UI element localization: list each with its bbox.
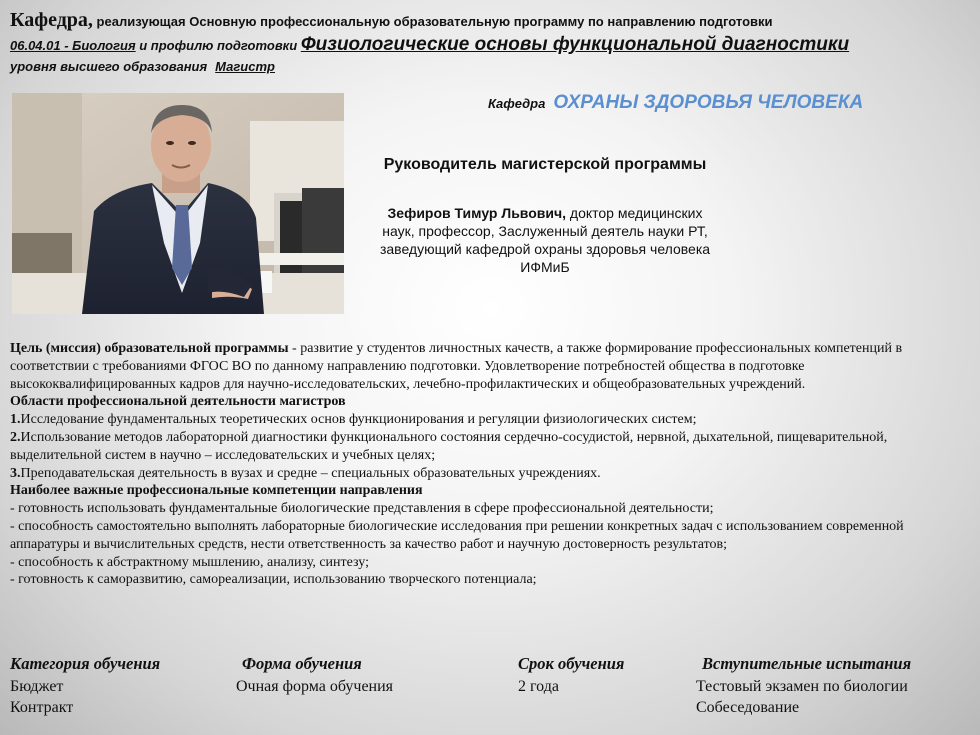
level-label: уровня высшего образования	[10, 58, 208, 74]
head-description	[370, 205, 720, 277]
department-title	[488, 92, 863, 114]
form-header: Форма обучения	[242, 654, 362, 673]
header-line-3	[10, 59, 975, 75]
competency-item: - готовность использовать фундаментальные биологические представления в сфере профессиональной деятельности;	[10, 501, 714, 517]
program-code: 06.04.01 - Биология	[10, 38, 136, 53]
head-name: Зефиров Тимур Львович,	[387, 205, 567, 221]
header-line-1	[10, 8, 975, 32]
activity-item	[10, 411, 970, 429]
activity-number: 2.	[10, 429, 21, 445]
competencies-title	[10, 482, 970, 500]
duration-column	[518, 654, 624, 699]
activity-item	[10, 465, 970, 483]
activities-heading: Области профессиональной деятельности магистров	[10, 394, 346, 410]
competency-item: - способность к абстрактному мышлению, анализу, синтезу;	[10, 554, 369, 570]
head-info: доктор медицинских наук, профессор, Заслуженный деятель науки РТ, заведующий кафедрой охраны здоровья человека ИФМиБ	[379, 205, 711, 275]
activity-text: Исследование фундаментальных теоретических основ функционирования и регуляции физиологических систем;	[20, 412, 697, 428]
program-header	[10, 8, 975, 74]
program-details	[10, 340, 970, 589]
level-value: Магистр	[215, 58, 275, 74]
profile-label: и профилю подготовки	[135, 38, 301, 53]
competency-item: - готовность к саморазвитию, самореализации, использованию творческого потенциала;	[10, 572, 537, 588]
category-column	[10, 654, 160, 720]
competencies-heading: Наиболее важные профессиональные компетенции направления	[10, 483, 423, 499]
mission-text: - развитие у студентов личностных качеств, а также формирование профессиональных компетенций в соответствии с требованиями ФГОС ВО по данному направлению подготовки. Удовлетворение потребностей общества в подготовке высококвалифицированных кадров для научно-исследовательских, лечебно-профилактических и общеобразовательных учреждений.	[10, 341, 903, 392]
head-photo	[12, 93, 344, 314]
header-line-1-text: реализующая Основную профессиональную образовательную программу по направлению подготовки	[92, 14, 773, 29]
activity-text: Использование методов лабораторной диагностики функционального состояния сердечно-сосудистой, нервной, дыхательной, пищеварительной, выделительной систем в научно – исследовательских и учебных целях;	[10, 429, 888, 463]
mission-label: Цель (миссия) образовательной программы	[10, 341, 289, 356]
competency-item: - способность самостоятельно выполнять лабораторные биологические исследования при решении конкретных задач с использованием современной аппаратуры и вычислительных средств, нести ответственность за качество работ и научную достоверность результатов;	[10, 518, 904, 552]
activity-number: 3.	[10, 465, 21, 481]
department-label: Кафедра	[488, 96, 546, 111]
department-name: ОХРАНЫ ЗДОРОВЬЯ ЧЕЛОВЕКА	[553, 92, 864, 113]
head-title: Руководитель магистерской программы	[383, 156, 707, 173]
exam-value: Тестовый экзамен по биологии	[696, 678, 908, 695]
activity-number: 1.	[10, 412, 21, 428]
exams-header: Вступительные испытания	[702, 654, 912, 673]
exams-column	[696, 654, 911, 720]
header-line-2	[10, 34, 975, 57]
category-value: Бюджет	[10, 678, 64, 695]
activities-title	[10, 393, 970, 411]
exam-value: Собеседование	[696, 699, 800, 716]
duration-header: Срок обучения	[518, 654, 625, 673]
category-value: Контракт	[10, 699, 74, 716]
form-value: Очная форма обучения	[236, 678, 394, 695]
profile-name: Физиологические основы функциональной диагностики	[300, 34, 850, 55]
activity-item	[10, 429, 970, 465]
mission-paragraph	[10, 340, 970, 393]
form-column	[236, 654, 393, 699]
header-department-word: Кафедра,	[10, 9, 93, 31]
duration-value: 2 года	[518, 678, 559, 695]
activity-text: Преподавательская деятельность в вузах и средне – специальных образовательных учреждениях.	[20, 465, 601, 481]
category-header: Категория обучения	[10, 654, 161, 673]
